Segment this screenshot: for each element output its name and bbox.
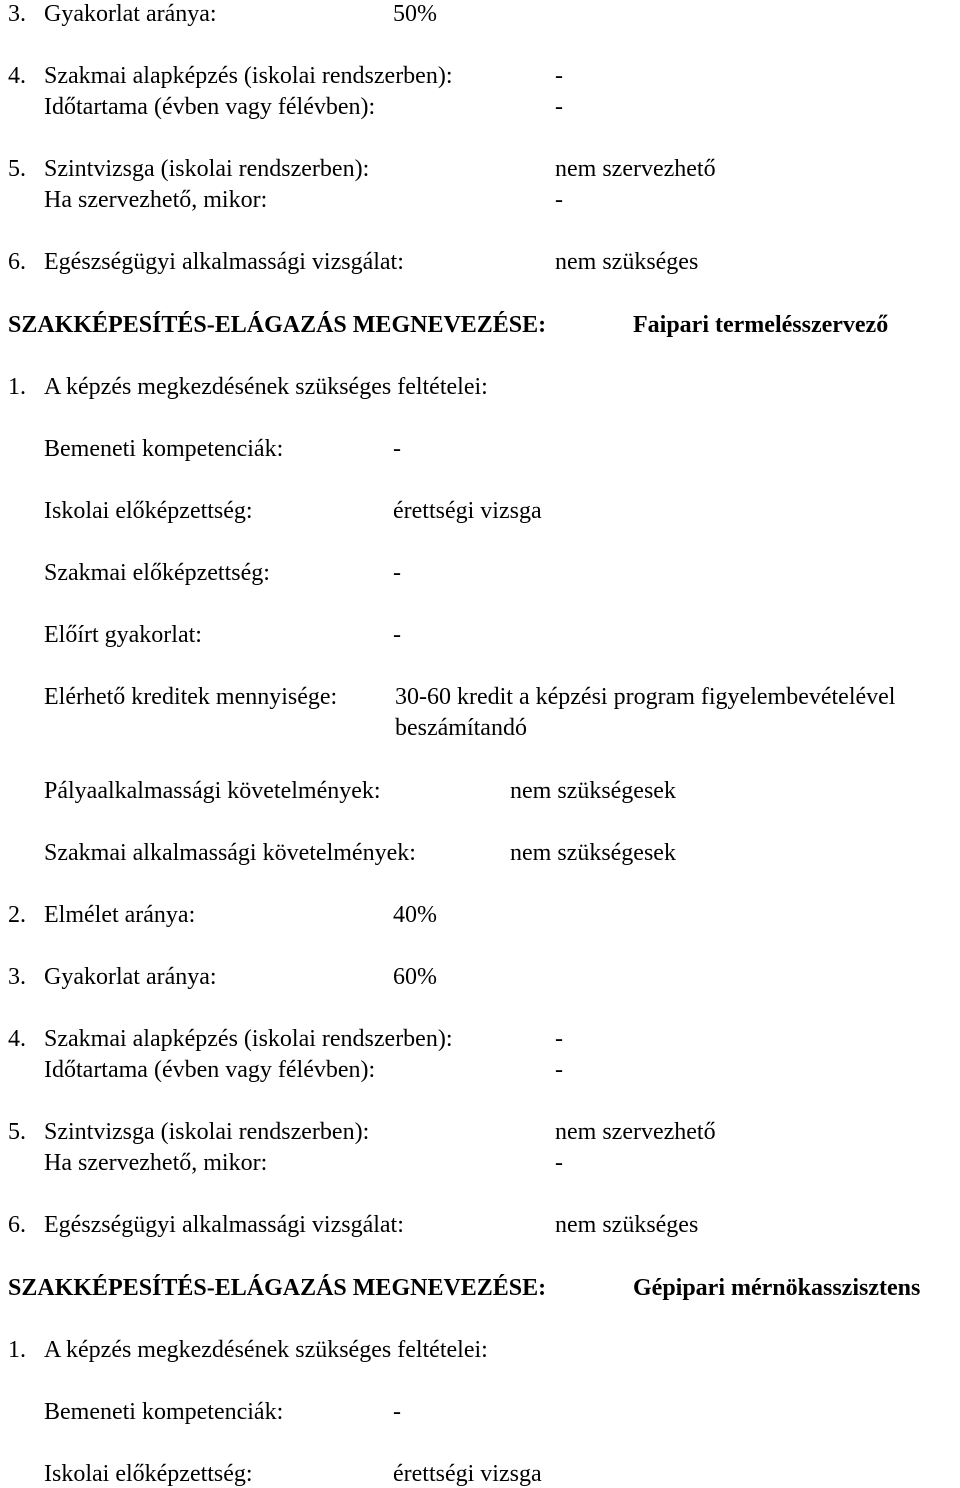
basic-training-value: - xyxy=(555,63,563,89)
school-qualification-label: Iskolai előképzettség: xyxy=(44,498,253,524)
practice-ratio-label: Gyakorlat aránya: xyxy=(44,964,217,990)
item-number: 4. xyxy=(8,63,26,89)
health-exam-value: nem szükséges xyxy=(555,249,699,275)
career-suitability-value: nem szükségesek xyxy=(510,778,676,804)
branch-heading-value: Gépipari mérnökasszisztens xyxy=(633,1275,921,1301)
item-number: 1. xyxy=(8,1337,26,1363)
duration-label: Időtartama (évben vagy félévben): xyxy=(44,94,376,120)
level-exam-value: nem szervezhető xyxy=(555,156,716,182)
health-exam-value: nem szükséges xyxy=(555,1212,699,1238)
practice-ratio-label: Gyakorlat aránya: xyxy=(44,1,217,27)
credits-value: 30-60 kredit a képzési program figyelembevételével xyxy=(395,684,896,710)
item-number: 3. xyxy=(8,964,26,990)
credits-value-continued: beszámítandó xyxy=(395,715,527,741)
if-organizable-label: Ha szervezhető, mikor: xyxy=(44,1150,268,1176)
level-exam-value: nem szervezhető xyxy=(555,1119,716,1145)
practice-ratio-value: 50% xyxy=(393,1,437,27)
professional-suitability-label: Szakmai alkalmassági követelmények: xyxy=(44,840,416,866)
basic-training-label: Szakmai alapképzés (iskolai rendszerben): xyxy=(44,1026,453,1052)
branch-heading-value: Faipari termelésszervező xyxy=(633,312,889,338)
duration-value: - xyxy=(555,1057,563,1083)
branch-heading-label: SZAKKÉPESÍTÉS-ELÁGAZÁS MEGNEVEZÉSE: xyxy=(8,1275,547,1301)
professional-qualification-value: - xyxy=(393,560,401,586)
school-qualification-value: érettségi vizsga xyxy=(393,498,542,524)
item-number: 1. xyxy=(8,374,26,400)
duration-label: Időtartama (évben vagy félévben): xyxy=(44,1057,376,1083)
branch-heading-label: SZAKKÉPESÍTÉS-ELÁGAZÁS MEGNEVEZÉSE: xyxy=(8,312,547,338)
item-number: 3. xyxy=(8,1,26,27)
item-number: 2. xyxy=(8,902,26,928)
health-exam-label: Egészségügyi alkalmassági vizsgálat: xyxy=(44,1212,404,1238)
practice-ratio-value: 60% xyxy=(393,964,437,990)
item-number: 4. xyxy=(8,1026,26,1052)
professional-suitability-value: nem szükségesek xyxy=(510,840,676,866)
input-competencies-value: - xyxy=(393,1399,401,1425)
input-competencies-label: Bemeneti kompetenciák: xyxy=(44,436,284,462)
required-practice-label: Előírt gyakorlat: xyxy=(44,622,202,648)
career-suitability-label: Pályaalkalmassági követelmények: xyxy=(44,778,381,804)
if-organizable-label: Ha szervezhető, mikor: xyxy=(44,187,268,213)
if-organizable-value: - xyxy=(555,1150,563,1176)
prerequisites-heading: A képzés megkezdésének szükséges feltételei: xyxy=(44,1337,488,1363)
if-organizable-value: - xyxy=(555,187,563,213)
item-number: 6. xyxy=(8,1212,26,1238)
theory-ratio-label: Elmélet aránya: xyxy=(44,902,196,928)
item-number: 5. xyxy=(8,1119,26,1145)
credits-label: Elérhető kreditek mennyisége: xyxy=(44,684,338,710)
input-competencies-label: Bemeneti kompetenciák: xyxy=(44,1399,284,1425)
basic-training-label: Szakmai alapképzés (iskolai rendszerben): xyxy=(44,63,453,89)
health-exam-label: Egészségügyi alkalmassági vizsgálat: xyxy=(44,249,404,275)
professional-qualification-label: Szakmai előképzettség: xyxy=(44,560,270,586)
level-exam-label: Szintvizsga (iskolai rendszerben): xyxy=(44,1119,370,1145)
prerequisites-heading: A képzés megkezdésének szükséges feltételei: xyxy=(44,374,488,400)
theory-ratio-value: 40% xyxy=(393,902,437,928)
required-practice-value: - xyxy=(393,622,401,648)
school-qualification-value: érettségi vizsga xyxy=(393,1461,542,1487)
duration-value: - xyxy=(555,94,563,120)
level-exam-label: Szintvizsga (iskolai rendszerben): xyxy=(44,156,370,182)
input-competencies-value: - xyxy=(393,436,401,462)
item-number: 6. xyxy=(8,249,26,275)
item-number: 5. xyxy=(8,156,26,182)
school-qualification-label: Iskolai előképzettség: xyxy=(44,1461,253,1487)
basic-training-value: - xyxy=(555,1026,563,1052)
